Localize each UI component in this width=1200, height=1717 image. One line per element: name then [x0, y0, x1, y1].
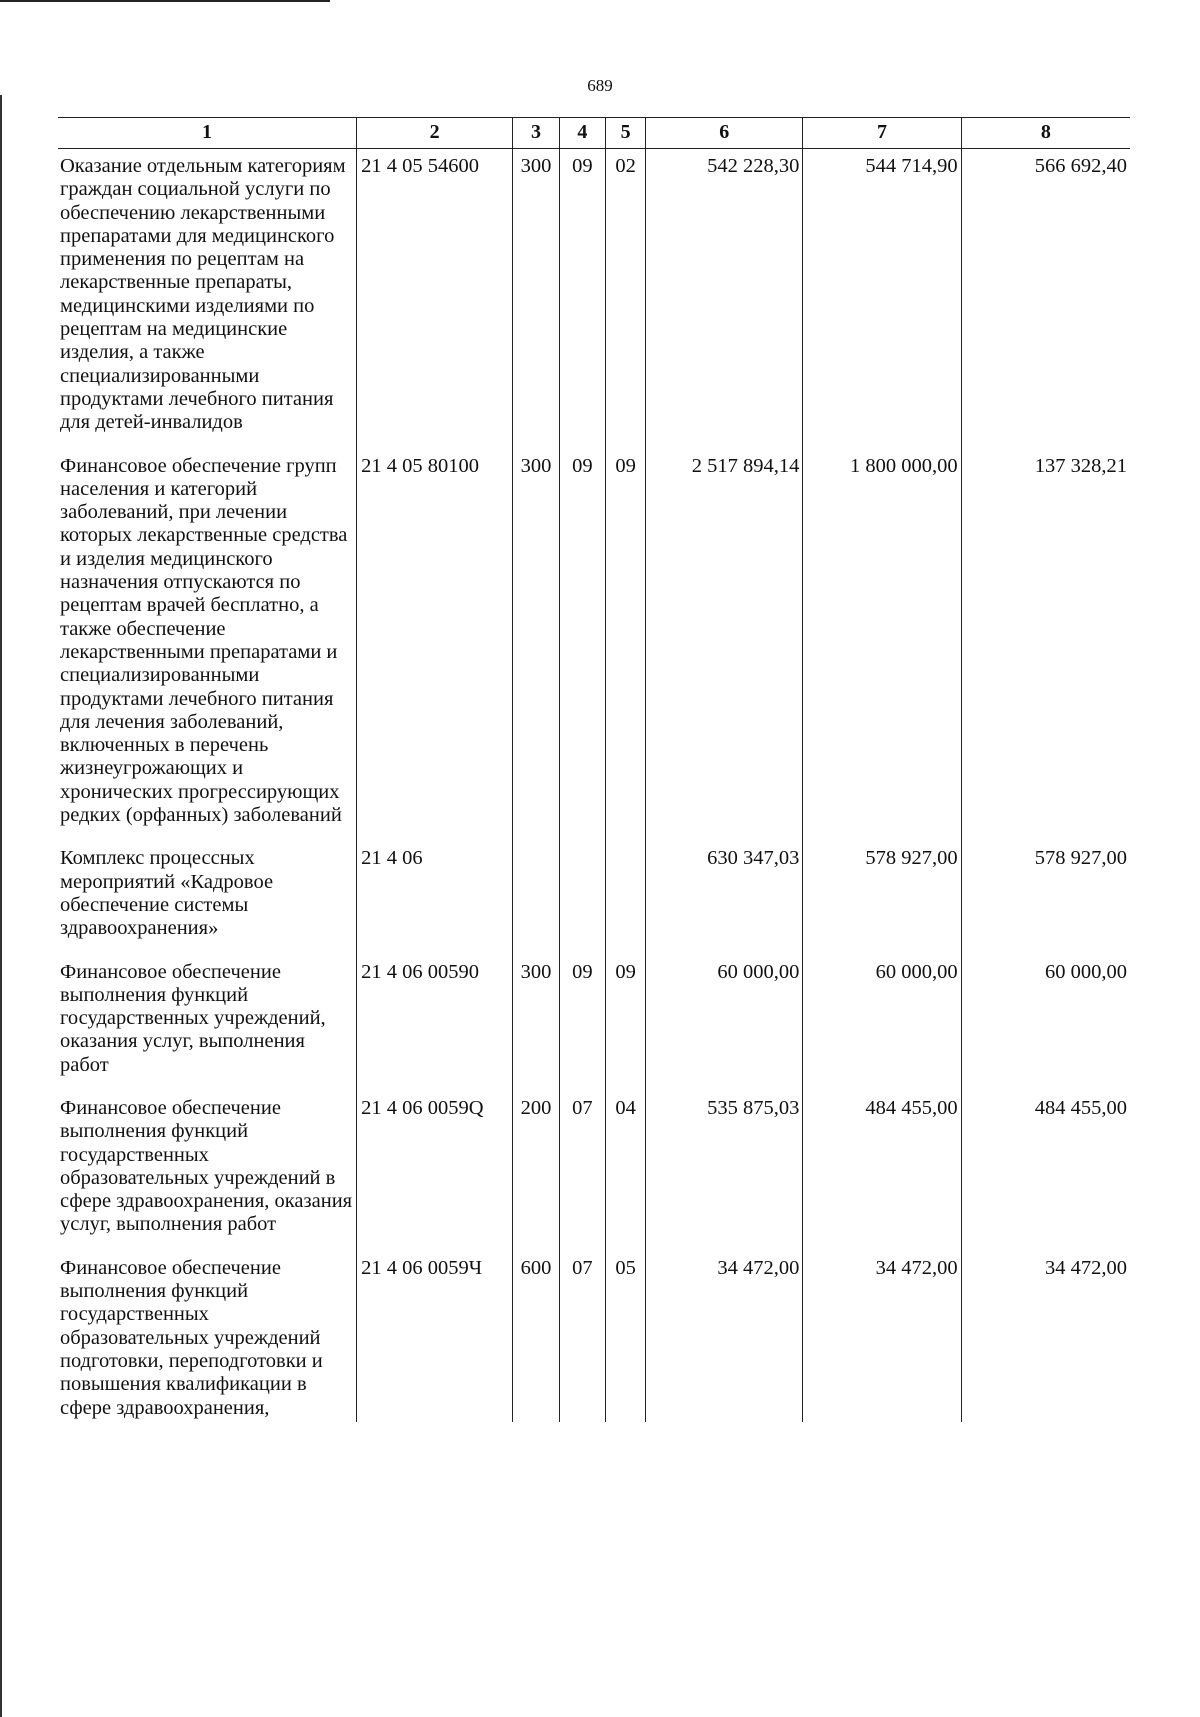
row-value-8: 484 455,00	[961, 1091, 1130, 1251]
page-number: 689	[587, 76, 613, 95]
row-name: Финансовое обеспечение групп населения и категорий заболеваний, при лечении которых лекарственные средства и изделия медицинского назначения отпускаются по рецептам врачей бесплатно, а также обеспечение лекарственными препаратами и специализированными продуктами лечебного питания для лечения заболеваний, включенных в перечень жизнеугрожающих и хронических прогрессирующих редких (орфанных) заболеваний	[58, 449, 357, 842]
row-name: Комплекс процессных мероприятий «Кадровое обеспечение системы здравоохранения»	[58, 841, 357, 954]
table-row	[58, 1091, 1130, 1251]
table-row	[58, 955, 1130, 1091]
row-rz: 09	[559, 149, 605, 449]
row-vr: 300	[513, 955, 559, 1091]
row-value-7: 544 714,90	[803, 149, 961, 449]
row-vr	[513, 841, 559, 954]
row-pr: 04	[606, 1091, 646, 1251]
row-pr: 05	[606, 1251, 646, 1422]
row-value-7: 34 472,00	[803, 1251, 961, 1422]
row-name: Финансовое обеспечение выполнения функций государственных образовательных учреждений в сфере здравоохранения, оказания услуг, выполнения работ	[58, 1091, 357, 1251]
row-value-6: 34 472,00	[646, 1251, 803, 1422]
table-row	[58, 841, 1130, 954]
row-value-7: 578 927,00	[803, 841, 961, 954]
row-value-6: 535 875,03	[646, 1091, 803, 1251]
row-rz: 07	[559, 1251, 605, 1422]
row-code: 21 4 05 54600	[357, 149, 513, 449]
row-rz: 07	[559, 1091, 605, 1251]
header-col-7: 7	[803, 118, 961, 149]
row-pr: 09	[606, 449, 646, 842]
row-rz	[559, 841, 605, 954]
row-vr: 200	[513, 1091, 559, 1251]
row-code: 21 4 06 00590	[357, 955, 513, 1091]
header-col-8: 8	[961, 118, 1130, 149]
scan-edge-top	[0, 0, 330, 2]
row-name: Оказание отдельным категориям граждан социальной услуги по обеспечению лекарственными препаратами для медицинского применения по рецептам на лекарственные препараты, медицинскими изделиями по рецептам на медицинские изделия, а также специализированными продуктами лечебного питания для детей-инвалидов	[58, 149, 357, 449]
row-value-7: 484 455,00	[803, 1091, 961, 1251]
row-code: 21 4 06 0059Q	[357, 1091, 513, 1251]
row-vr: 300	[513, 449, 559, 842]
budget-table	[58, 117, 1130, 1422]
row-name: Финансовое обеспечение выполнения функций государственных образовательных учреждений подготовки, переподготовки и повышения квалификации в сфере здравоохранения,	[58, 1251, 357, 1422]
row-pr: 02	[606, 149, 646, 449]
row-value-7: 1 800 000,00	[803, 449, 961, 842]
row-code: 21 4 06	[357, 841, 513, 954]
row-pr: 09	[606, 955, 646, 1091]
row-pr	[606, 841, 646, 954]
header-col-1: 1	[58, 118, 357, 149]
header-col-2: 2	[357, 118, 513, 149]
table-row	[58, 449, 1130, 842]
row-code: 21 4 06 0059Ч	[357, 1251, 513, 1422]
header-col-6: 6	[646, 118, 803, 149]
row-value-6: 542 228,30	[646, 149, 803, 449]
row-rz: 09	[559, 449, 605, 842]
scan-edge-left	[0, 95, 2, 1717]
row-vr: 300	[513, 149, 559, 449]
header-col-4: 4	[559, 118, 605, 149]
table-row	[58, 1251, 1130, 1422]
row-value-8: 60 000,00	[961, 955, 1130, 1091]
table-row	[58, 149, 1130, 449]
row-value-8: 137 328,21	[961, 449, 1130, 842]
row-vr: 600	[513, 1251, 559, 1422]
row-rz: 09	[559, 955, 605, 1091]
row-value-6: 60 000,00	[646, 955, 803, 1091]
header-col-3: 3	[513, 118, 559, 149]
header-row	[58, 118, 1130, 149]
header-col-5: 5	[606, 118, 646, 149]
row-value-7: 60 000,00	[803, 955, 961, 1091]
row-code: 21 4 05 80100	[357, 449, 513, 842]
row-name: Финансовое обеспечение выполнения функций государственных учреждений, оказания услуг, выполнения работ	[58, 955, 357, 1091]
row-value-6: 630 347,03	[646, 841, 803, 954]
row-value-8: 34 472,00	[961, 1251, 1130, 1422]
row-value-6: 2 517 894,14	[646, 449, 803, 842]
row-value-8: 566 692,40	[961, 149, 1130, 449]
row-value-8: 578 927,00	[961, 841, 1130, 954]
